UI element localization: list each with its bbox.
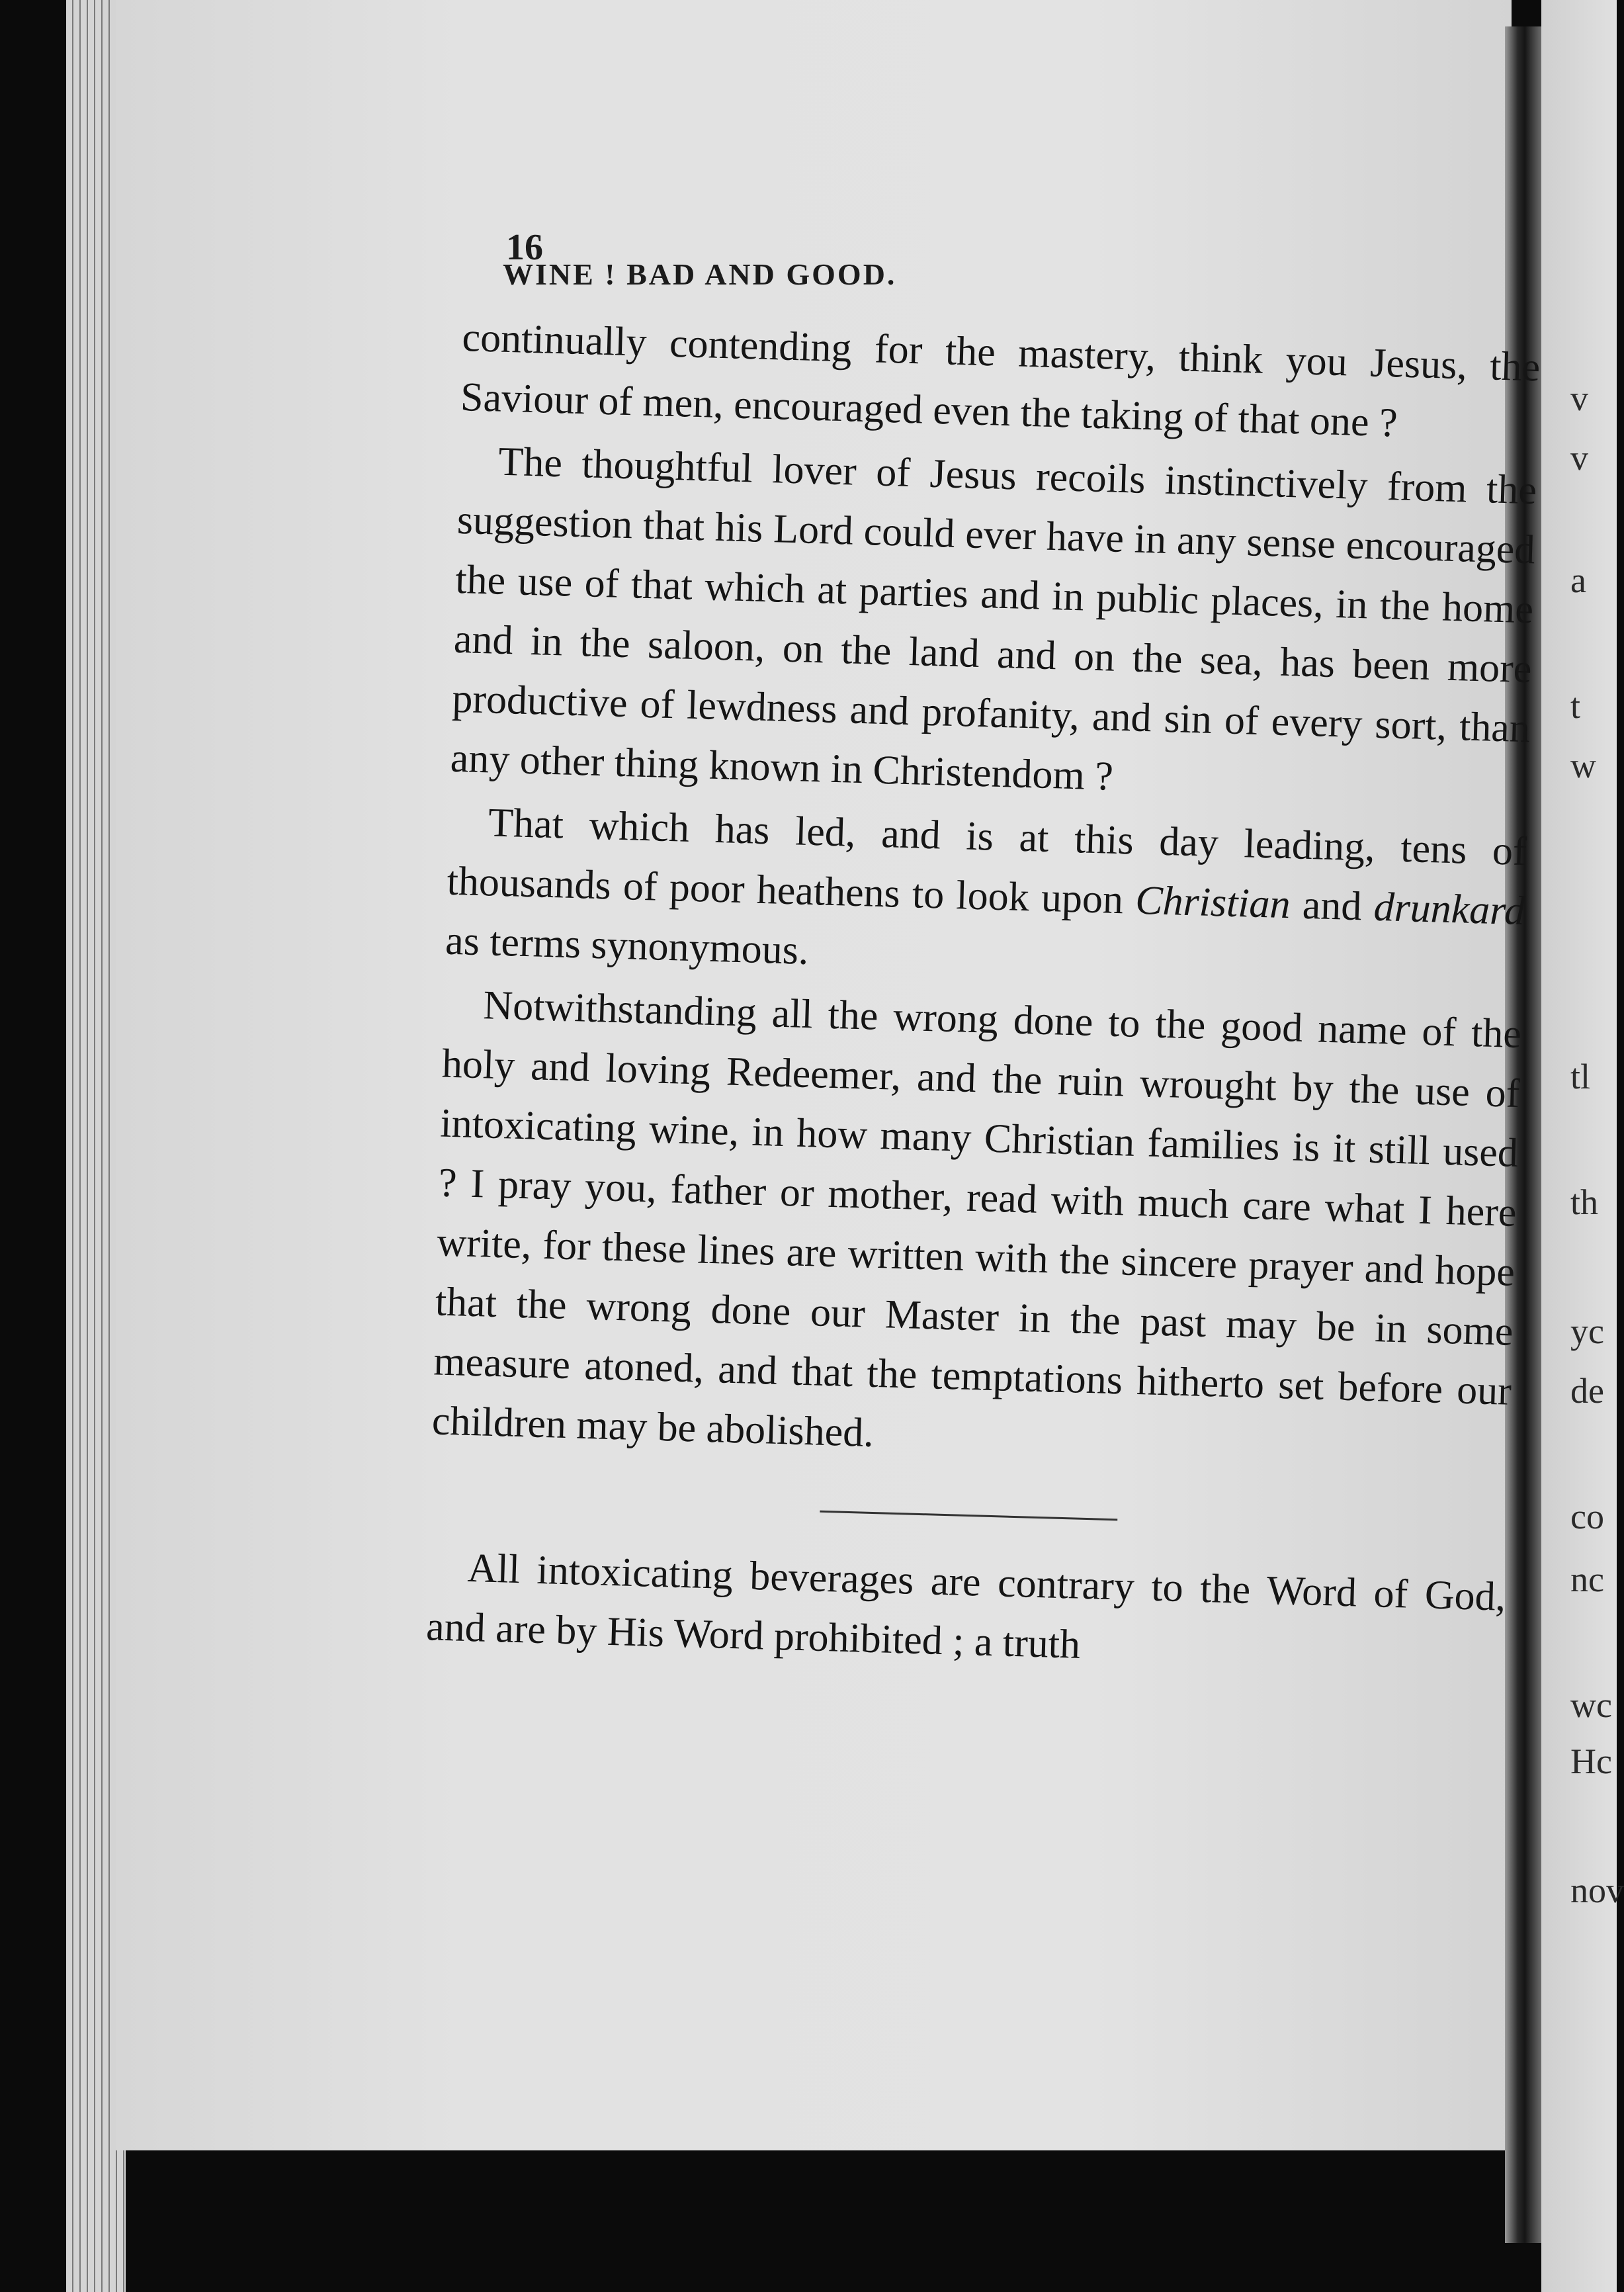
paragraph-text: and xyxy=(1289,882,1375,930)
paragraph-text: as terms synonymous. xyxy=(445,918,810,973)
facing-fragment: yc xyxy=(1570,1311,1604,1351)
facing-fragment: v xyxy=(1570,438,1588,478)
paragraph-text: That which has led, and is at this day leading, tens of thousands of poor heathens to look upon xyxy=(446,800,1527,923)
facing-fragment: a xyxy=(1570,560,1586,600)
section-divider xyxy=(820,1511,1117,1521)
facing-fragment: nov xyxy=(1570,1871,1624,1910)
emphasis-christian: Christian xyxy=(1134,877,1291,928)
paragraph: All intoxicating beverages are contrary to the Word of God, and are by His Word prohibited ; a truth xyxy=(425,1545,1507,1667)
facing-page xyxy=(1541,0,1624,2292)
emphasis-drunkard: drunkard xyxy=(1373,884,1526,934)
paragraph: Notwithstanding all the wrong done to the good name of the holy and loving Redeemer, and the ruin wrought by the use of intoxicating wine, in how many Christian families is it still used ? I pray you, father or mother, read with much care what I here write, for these lines are written with the sincere prayer and hope that the wrong done our Master in the past may be in some measure atoned, and that the temptations hitherto set before our children may be abolished. xyxy=(431,983,1522,1456)
facing-fragment: tl xyxy=(1570,1057,1591,1096)
body-text xyxy=(425,308,1541,1691)
facing-fragment: de xyxy=(1570,1371,1604,1411)
facing-fragment: t xyxy=(1570,686,1581,726)
facing-fragment: w xyxy=(1570,746,1596,785)
facing-fragment: v xyxy=(1570,378,1588,418)
paragraph: continually contending for the mastery, think you Jesus, the Saviour of men, encouraged even the taking of that one ? xyxy=(460,314,1541,446)
facing-fragment: Hc xyxy=(1570,1741,1612,1781)
facing-fragment: th xyxy=(1570,1182,1599,1222)
facing-fragment: wc xyxy=(1570,1685,1612,1725)
page-number: 16 xyxy=(506,227,543,268)
running-head: WINE ! BAD AND GOOD. xyxy=(503,257,897,291)
paragraph xyxy=(445,792,1527,1000)
facing-fragment: nc xyxy=(1570,1560,1604,1599)
paragraph: The thoughtful lover of Jesus recoils instinctively from the suggestion that his Lord could ever have in any sense encouraged the use of that which at parties and in public places, in the home and in the saloon, on the land and on the sea, has been more productive of lewdness and profanity, and sin of every sort, than any other thing known in Christendom ? xyxy=(450,439,1537,799)
facing-fragment: co xyxy=(1570,1497,1604,1536)
